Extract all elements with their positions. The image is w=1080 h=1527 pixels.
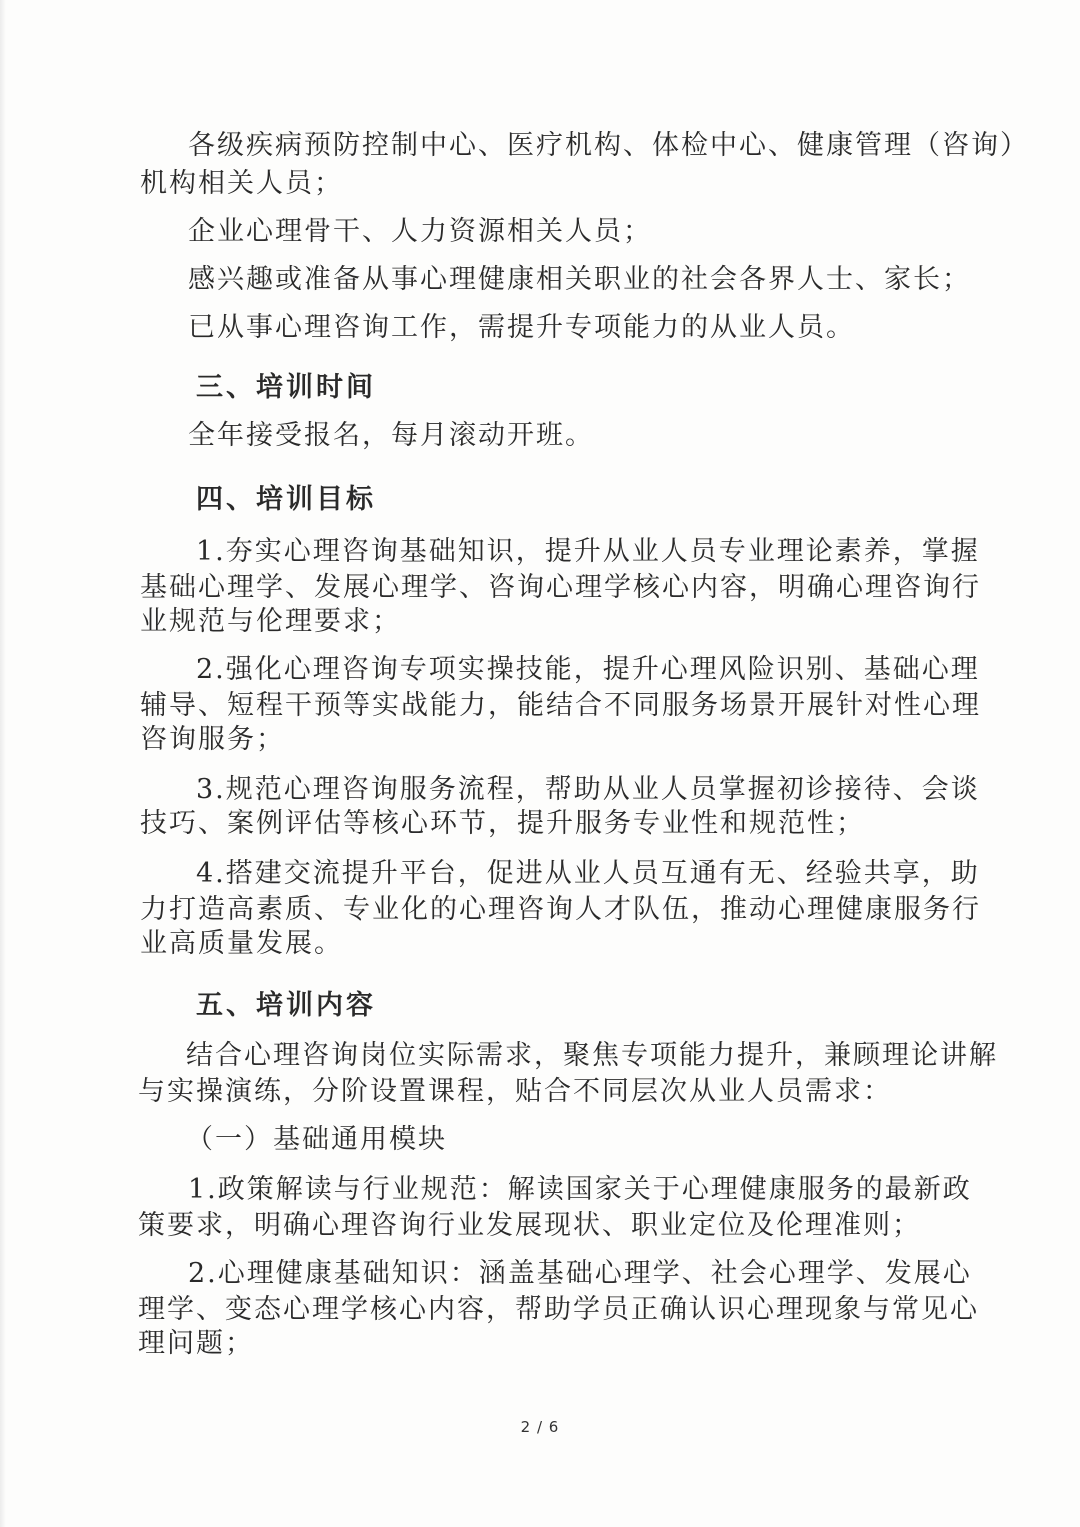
text-line: 2.强化心理咨询专项实操技能，提升心理风险识别、基础心理 [196,654,980,685]
text-line: 技巧、案例评估等核心环节，提升服务专业性和规范性； [140,808,865,839]
section-heading: 五、培训内容 [196,990,376,1021]
text-line: 结合心理咨询岗位实际需求，聚焦专项能力提升，兼顾理论讲解 [186,1040,998,1071]
text-line: 辅导、短程干预等实战能力，能结合不同服务场景开展针对性心理 [140,690,981,721]
text-line: 全年接受报名，每月滚动开班。 [188,420,594,451]
text-line: 咨询服务； [140,724,285,755]
text-line: 理问题； [138,1328,254,1359]
text-line: 理学、变态心理学核心内容，帮助学员正确认识心理现象与常见心 [138,1294,979,1325]
text-line: 2.心理健康基础知识：涵盖基础心理学、社会心理学、发展心 [188,1258,972,1289]
text-line: 4.搭建交流提升平台，促进从业人员互通有无、经验共享，助 [196,858,980,889]
section-heading: 三、培训时间 [196,372,376,403]
text-line: 业高质量发展。 [140,928,343,959]
text-line: 企业心理骨干、人力资源相关人员； [188,216,652,247]
scan-edge-shadow [0,0,6,1527]
section-heading: 四、培训目标 [196,484,376,515]
text-line: 业规范与伦理要求； [140,606,401,637]
text-line: 已从事心理咨询工作，需提升专项能力的从业人员。 [188,312,855,343]
text-line: 各级疾病预防控制中心、医疗机构、体检中心、健康管理（咨询） [188,130,1029,161]
subsection-heading: （一）基础通用模块 [186,1124,447,1155]
text-line: 与实操演练，分阶设置课程，贴合不同层次从业人员需求： [138,1076,892,1107]
text-line: 策要求，明确心理咨询行业发展现状、职业定位及伦理准则； [138,1210,921,1241]
text-line: 3.规范心理咨询服务流程，帮助从业人员掌握初诊接待、会谈 [196,774,980,805]
text-line: 感兴趣或准备从事心理健康相关职业的社会各界人士、家长； [188,264,971,295]
text-line: 1.夯实心理咨询基础知识，提升从业人员专业理论素养，掌握 [196,536,980,567]
text-line: 1.政策解读与行业规范：解读国家关于心理健康服务的最新政 [188,1174,972,1205]
text-line: 基础心理学、发展心理学、咨询心理学核心内容，明确心理咨询行 [140,572,981,603]
text-line: 机构相关人员； [140,168,343,199]
page-number: 2 / 6 [520,1418,560,1436]
text-line: 力打造高素质、专业化的心理咨询人才队伍，推动心理健康服务行 [140,894,981,925]
